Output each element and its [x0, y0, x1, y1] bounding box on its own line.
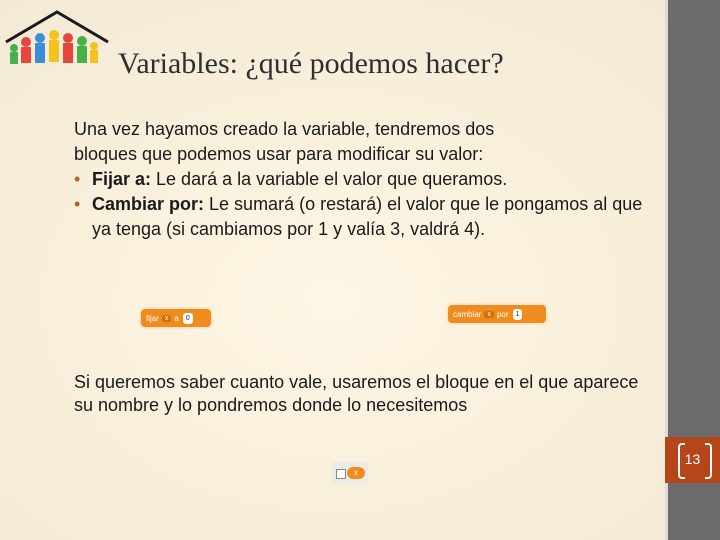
change-variable-block[interactable] [448, 305, 546, 323]
block-mid-label: por [496, 309, 509, 319]
variable-dropdown[interactable]: x [484, 311, 494, 318]
bullet-fijar [74, 167, 654, 192]
page-number: 13 [684, 451, 701, 467]
block-label: fijar [146, 313, 159, 323]
bullet-text: Le sumará (o restará) el valor que le pongamos al que ya tenga (si cambiamos por 1 y valía 3, valdrá 4). [92, 194, 643, 239]
reporter-pill[interactable]: x [347, 467, 365, 479]
outro-text: Si queremos saber cuanto vale, usaremos el bloque en el que aparece su nombre y lo pondremos donde lo necesitemos [74, 372, 639, 415]
block-mid-label: a [174, 313, 179, 323]
bullet-term: Fijar a: [92, 169, 152, 189]
bullet-dot-icon: • [74, 194, 81, 214]
variable-dropdown[interactable]: x [162, 315, 172, 322]
intro-line-1: Una vez hayamos creado la variable, tendremos dos [74, 119, 495, 139]
bullet-term: Cambiar por: [92, 194, 205, 214]
variable-reporter-block[interactable] [332, 462, 368, 485]
bullet-cambiar [74, 192, 654, 242]
reporter-checkbox[interactable] [336, 469, 346, 479]
set-variable-block[interactable] [141, 309, 211, 327]
intro-text [74, 117, 654, 242]
value-slot[interactable]: 1 [513, 309, 523, 320]
slide-title: Variables: ¿qué podemos hacer? [118, 47, 504, 80]
intro-line-2: bloques que podemos usar para modificar su valor: [74, 144, 484, 164]
bullet-dot-icon: • [74, 169, 81, 189]
logo-icon [2, 8, 112, 74]
value-slot[interactable]: 0 [183, 313, 193, 324]
page-number-box [665, 437, 720, 483]
bullet-text: Le dará a la variable el valor que queramos. [151, 169, 508, 189]
block-label: cambiar [453, 309, 482, 319]
